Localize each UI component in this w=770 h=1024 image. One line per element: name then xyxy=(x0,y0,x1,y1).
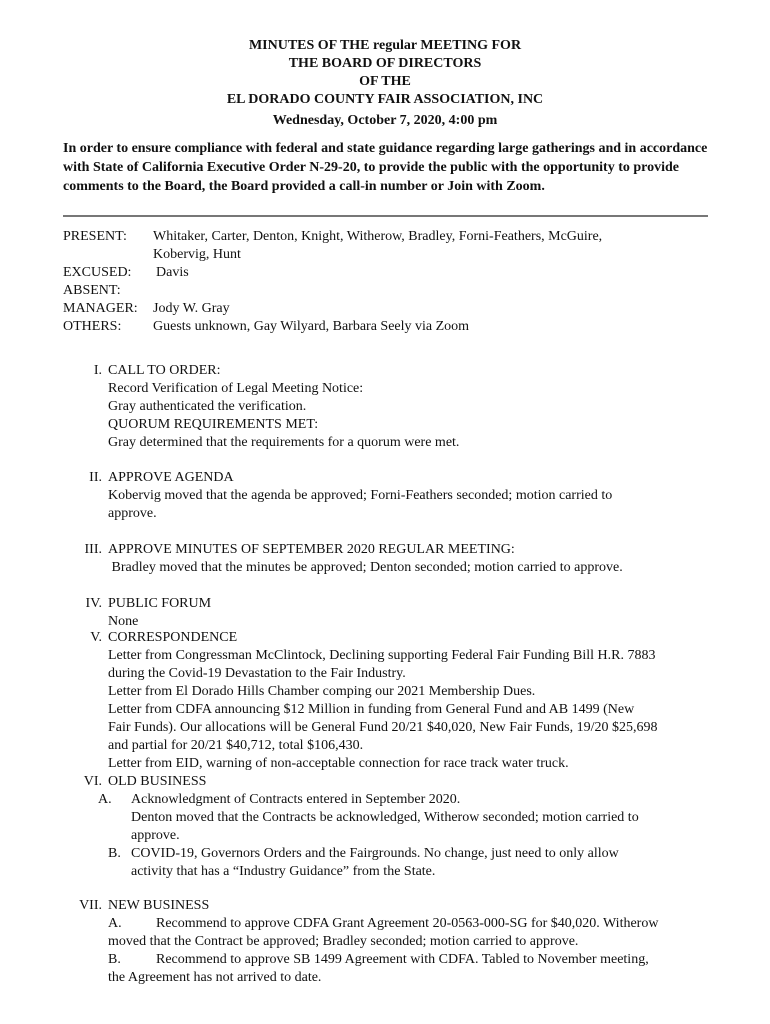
section-line: Record Verification of Legal Meeting Notice: xyxy=(108,381,364,396)
subitem-number: A. xyxy=(98,792,112,807)
title-line: OF THE xyxy=(359,74,411,89)
subitem-line: Recommend to approve SB 1499 Agreement with CDFA. Tabled to November meeting, xyxy=(156,952,649,967)
section-line: and partial for 20/21 $40,712, total $106,430. xyxy=(108,738,364,753)
document-title xyxy=(0,37,770,109)
section-line: Letter from Congressman McClintock, Declining supporting Federal Fair Funding Bill H.R. 7883 xyxy=(108,648,656,663)
section-title: OLD BUSINESS xyxy=(108,774,207,789)
section-title: NEW BUSINESS xyxy=(108,898,210,913)
section-line: approve. xyxy=(108,506,157,521)
title-line: MINUTES OF THE regular MEETING FOR xyxy=(248,38,522,53)
section-number: II. xyxy=(89,470,102,485)
section-title: CORRESPONDENCE xyxy=(108,630,238,645)
meeting-date: Wednesday, October 7, 2020, 4:00 pm xyxy=(272,113,498,128)
present-value: Whitaker, Carter, Denton, Knight, Witherow, Bradley, Forni-Feathers, McGuire, xyxy=(153,229,603,244)
section-title: APPROVE AGENDA xyxy=(108,470,234,485)
divider xyxy=(63,215,708,217)
section-line: during the Covid-19 Devastation to the Fair Industry. xyxy=(108,666,406,681)
section-title: APPROVE MINUTES OF SEPTEMBER 2020 REGULAR MEETING: xyxy=(108,542,515,557)
subitem-line: COVID-19, Governors Orders and the Fairgrounds. No change, just need to only allow xyxy=(131,846,619,861)
section-line: Letter from EID, warning of non-acceptable connection for race track water truck. xyxy=(108,756,569,771)
manager-value: Jody W. Gray xyxy=(153,301,230,316)
section-number: IV. xyxy=(85,596,102,611)
compliance-notice: In order to ensure compliance with federal and state guidance regarding large gatherings and in accordance with State of California Executive Order N-29-20, to provide the public with the opportunity to provide comments to the Board, the Board provided a call-in number or Join with Zoom. xyxy=(63,141,708,194)
section-number: VI. xyxy=(83,774,102,789)
section-number: V. xyxy=(90,630,102,645)
subitem-line: approve. xyxy=(131,828,180,843)
subitem-number: B. xyxy=(108,846,121,861)
section-title: PUBLIC FORUM xyxy=(108,596,212,611)
title-line: EL DORADO COUNTY FAIR ASSOCIATION, INC xyxy=(226,92,544,107)
section-number: III. xyxy=(84,542,102,557)
subitem-line: Recommend to approve CDFA Grant Agreement 20-0563-000-SG for $40,020. Witherow xyxy=(156,916,659,931)
manager-label: MANAGER: xyxy=(63,301,138,316)
others-value: Guests unknown, Gay Wilyard, Barbara Seely via Zoom xyxy=(153,319,470,334)
subitem-number: A. xyxy=(108,916,122,931)
section-line: Gray authenticated the verification. xyxy=(108,399,307,414)
section-title: CALL TO ORDER: xyxy=(108,363,221,378)
section-line: Kobervig moved that the agenda be approved; Forni-Feathers seconded; motion carried to xyxy=(108,488,613,503)
others-label: OTHERS: xyxy=(63,319,122,334)
section-number: VII. xyxy=(79,898,102,913)
absent-label: ABSENT: xyxy=(63,283,121,298)
section-line: Bradley moved that the minutes be approved; Denton seconded; motion carried to approve. xyxy=(108,560,623,575)
subitem-line: activity that has a “Industry Guidance” from the State. xyxy=(131,864,436,879)
section-line: Fair Funds). Our allocations will be General Fund 20/21 $40,020, New Fair Funds, 19/20 $25,698 xyxy=(108,720,658,735)
subitem-number: B. xyxy=(108,952,121,967)
subitem-line: moved that the Contract be approved; Bradley seconded; motion carried to approve. xyxy=(108,934,579,949)
section-line: Letter from CDFA announcing $12 Million in funding from General Fund and AB 1499 (New xyxy=(108,702,635,717)
subitem-line: Denton moved that the Contracts be acknowledged, Witherow seconded; motion carried to xyxy=(131,810,639,825)
subitem-line: the Agreement has not arrived to date. xyxy=(108,970,322,985)
section-line: QUORUM REQUIREMENTS MET: xyxy=(108,417,319,432)
excused-label: EXCUSED: xyxy=(63,265,132,280)
subitem-line: Acknowledgment of Contracts entered in September 2020. xyxy=(131,792,461,807)
excused-value: Davis xyxy=(156,265,189,280)
present-label: PRESENT: xyxy=(63,229,127,244)
section-line: Gray determined that the requirements for a quorum were met. xyxy=(108,435,460,450)
section-line: None xyxy=(108,614,139,629)
section-number: I. xyxy=(93,363,102,378)
present-value-cont: Kobervig, Hunt xyxy=(153,247,241,262)
title-line: THE BOARD OF DIRECTORS xyxy=(288,56,482,71)
section-line: Letter from El Dorado Hills Chamber comping our 2021 Membership Dues. xyxy=(108,684,536,699)
